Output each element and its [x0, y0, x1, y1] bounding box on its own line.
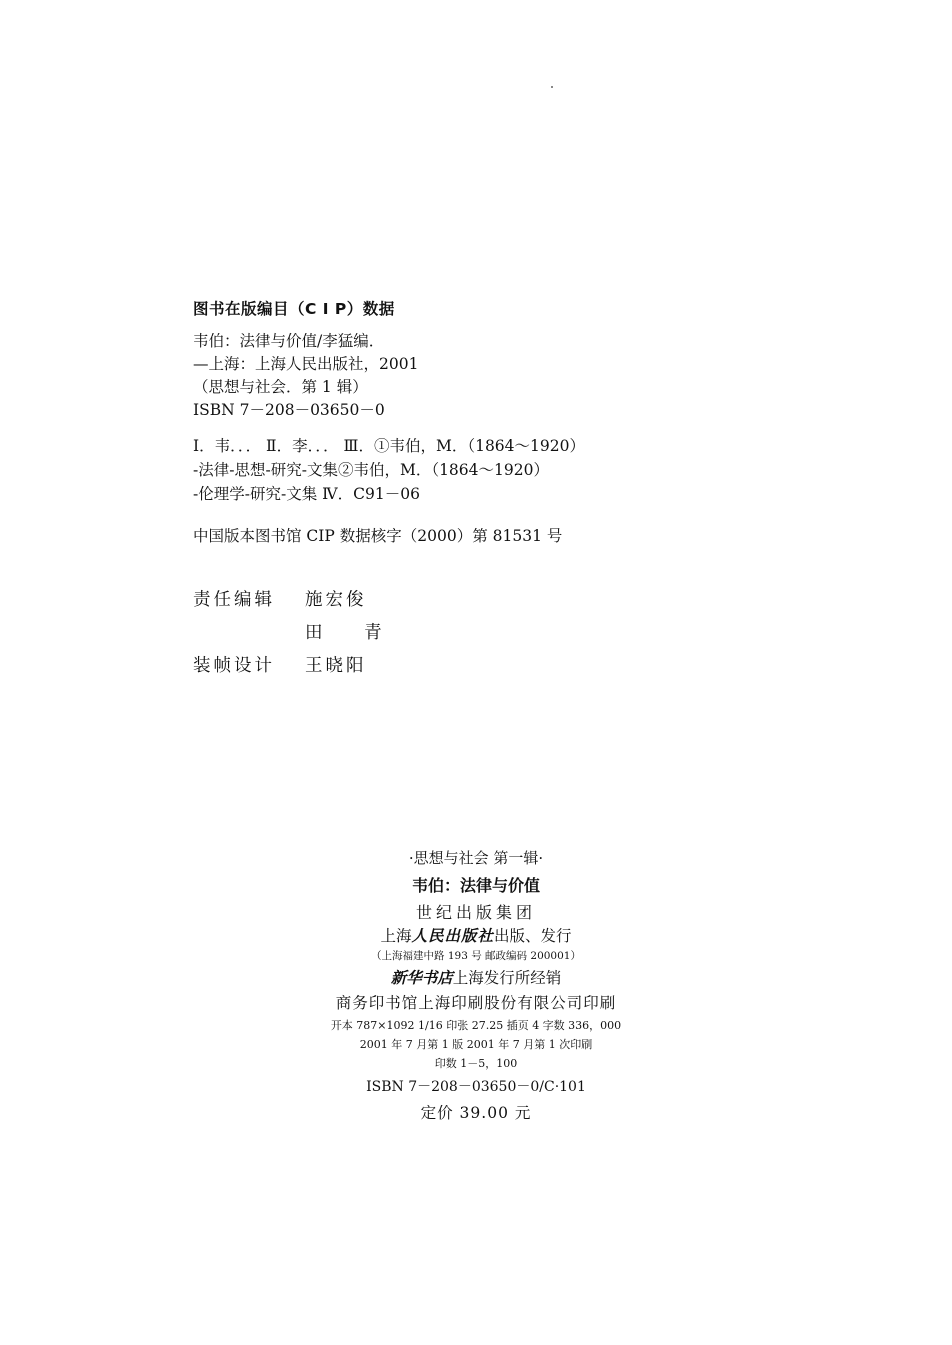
colophon-edition: 2001 年 7 月第 1 版 2001 年 7 月第 1 次印刷: [359, 1038, 593, 1051]
credit-row: [193, 650, 493, 683]
cip-publisher-line: —上海：上海人民出版社，2001: [193, 355, 419, 373]
colophon-spec: 开本 787×1092 1/16 印张 27.25 插页 4 字数 336，000: [330, 1019, 622, 1032]
distributor-suffix: 上海发行所经销: [452, 969, 562, 987]
colophon-block: [276, 845, 676, 1126]
credit-name: 田 青: [305, 623, 400, 643]
credit-name: 施宏俊: [305, 590, 367, 610]
publisher-logotype: 人民出版社: [411, 926, 494, 945]
scan-speck: [551, 86, 553, 88]
cip-series-line: （思想与社会．第 1 辑）: [193, 378, 368, 396]
credit-role: 装帧设计: [193, 656, 275, 676]
colophon-price: 定价 39.00 元: [420, 1104, 532, 1122]
credit-role: 责任编辑: [193, 590, 275, 610]
colophon-title: 韦伯：法律与价值: [411, 876, 540, 895]
credit-row: [193, 617, 493, 650]
publisher-prefix: 上海: [380, 927, 412, 945]
cip-block: [193, 298, 713, 548]
cip-catalog-line: -法律-思想-研究-文集②韦伯，M．（1864～1920）: [193, 461, 549, 479]
cip-catalog-line: Ⅰ．韦．．． Ⅱ．李．．． Ⅲ．①韦伯，M．（1864～1920）: [193, 437, 585, 455]
cip-title: 图书在版编目（C I P）数据: [193, 300, 395, 318]
colophon-print-run: 印数 1－5，100: [434, 1057, 518, 1070]
colophon-isbn: ISBN 7－208－03650－0/C·101: [366, 1079, 586, 1095]
colophon-printer: 商务印书馆上海印刷股份有限公司印刷: [335, 994, 617, 1012]
cip-verification-number: 中国版本图书馆 CIP 数据核字（2000）第 81531 号: [193, 527, 563, 545]
publisher-suffix: 出版、发行: [494, 927, 572, 945]
credit-row: [193, 584, 493, 617]
cip-title-line: 韦伯：法律与价值/李猛编．: [193, 332, 385, 350]
colophon-group: 世纪出版集团: [415, 903, 536, 922]
credits-block: [193, 584, 493, 683]
cip-catalog-line: -伦理学-研究-文集 Ⅳ．C91－06: [193, 485, 420, 503]
colophon-address: （上海福建中路 193 号 邮政编码 200001）: [371, 950, 581, 962]
credit-name: 王晓阳: [305, 656, 367, 676]
colophon-series: ·思想与社会 第一辑·: [408, 849, 544, 867]
colophon-publisher: [276, 925, 676, 947]
cip-isbn-line: ISBN 7－208－03650－0: [193, 401, 385, 419]
distributor-logotype: 新华书店: [390, 968, 453, 987]
colophon-distributor: [276, 965, 676, 990]
